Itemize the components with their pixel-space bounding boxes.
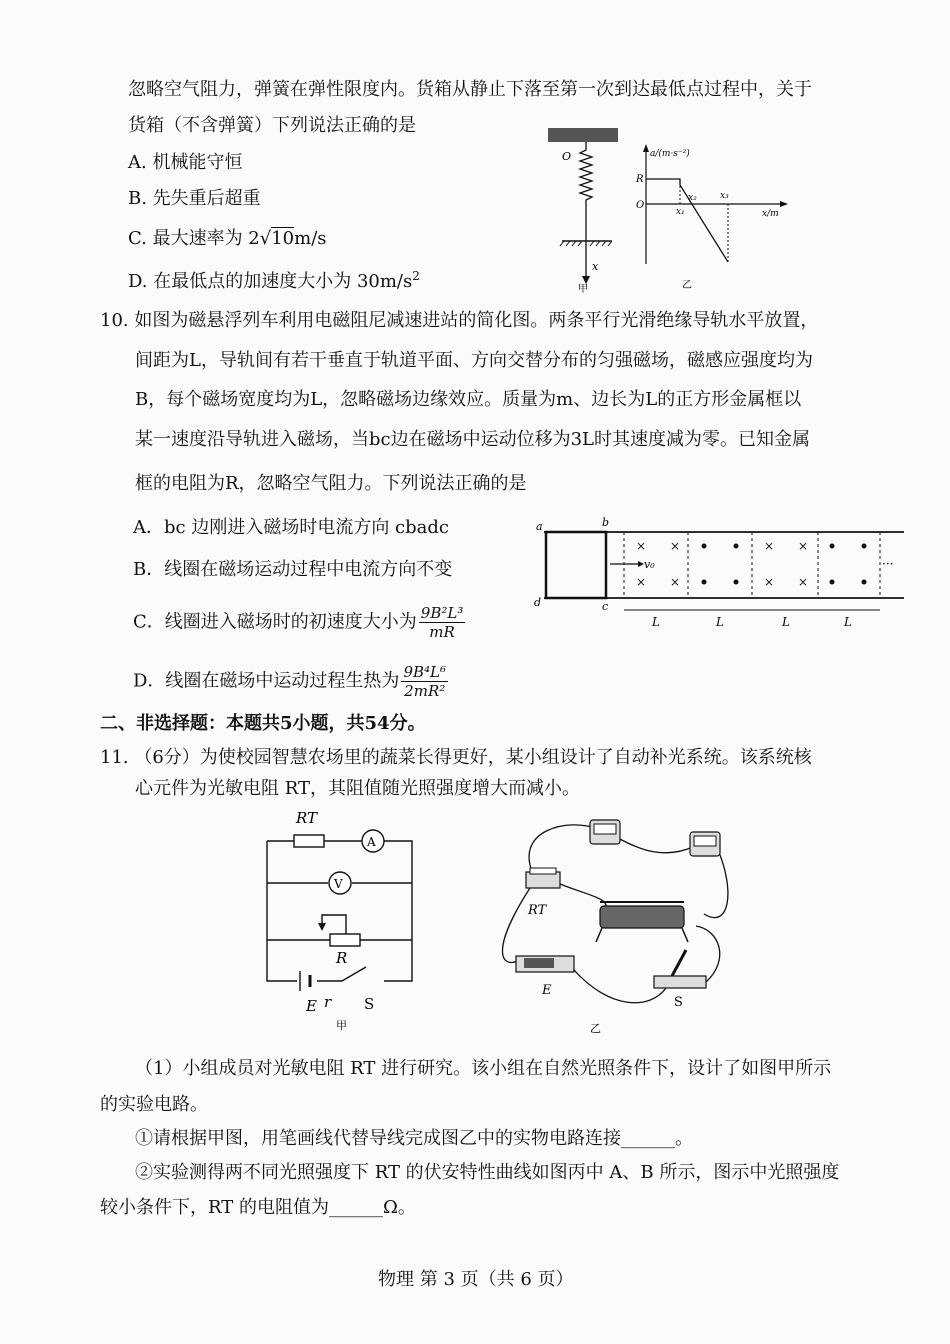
q9-option-a: A. 机械能守恒 bbox=[128, 152, 243, 173]
x-arrow bbox=[582, 276, 590, 284]
fig-caption-jia: 甲 bbox=[336, 1019, 347, 1032]
voltmeter-device bbox=[690, 832, 720, 856]
q9-figure-graph bbox=[632, 142, 792, 292]
svg-text:×: × bbox=[798, 539, 809, 553]
width-L-3: L bbox=[782, 615, 790, 629]
q9-option-c-radicand: 10 bbox=[271, 228, 295, 249]
label-R: R bbox=[636, 174, 644, 185]
q10-option-d-text: D．线圈在磁场中运动过程生热为 bbox=[133, 670, 400, 692]
q10-option-c-numerator: 9B²L³ bbox=[420, 604, 464, 622]
q9-figure-spring bbox=[548, 128, 628, 293]
label-e: E bbox=[542, 983, 552, 998]
label-s: S bbox=[364, 995, 375, 1013]
y-label: a/(m·s⁻²) bbox=[650, 149, 690, 159]
q11-line1: 11. （6分）为使校园智慧农场里的蔬菜长得更好，某小组设计了自动补光系统。该系统核 bbox=[100, 747, 812, 768]
label-d: d bbox=[534, 596, 542, 609]
q10-option-b: B．线圈在磁场运动过程中电流方向不变 bbox=[133, 559, 453, 580]
label-a: a bbox=[536, 520, 543, 533]
q9-option-b: B. 先失重后超重 bbox=[128, 188, 261, 209]
label-s: S bbox=[674, 995, 683, 1010]
svg-text:×: × bbox=[764, 575, 775, 589]
q9-option-d bbox=[128, 264, 420, 294]
section-heading: 二、非选择题：本题共5小题，共54分。 bbox=[100, 713, 426, 734]
svg-text:×: × bbox=[670, 539, 681, 553]
q11-circuit-diagram bbox=[262, 803, 427, 1035]
q10-option-d-numerator: 9B⁴L⁶ bbox=[403, 663, 446, 681]
svg-text:×: × bbox=[636, 575, 647, 589]
q9-option-d-sup: 2 bbox=[412, 269, 420, 283]
q11-part1-line2: 的实验电路。 bbox=[100, 1094, 208, 1115]
q10-line4: 某一速度沿导轨进入磁场，当bc边在磁场中运动位移为3L时其速度减为零。已知金属 bbox=[135, 429, 811, 450]
label-b: b bbox=[602, 516, 610, 529]
width-L-1: L bbox=[652, 615, 660, 629]
q11-physical-circuit bbox=[490, 810, 730, 1038]
switch-device bbox=[654, 950, 706, 988]
label-x1: x₁ bbox=[676, 207, 685, 217]
label-rt: RT bbox=[296, 809, 318, 827]
label-r-rheostat: R bbox=[336, 949, 348, 967]
q10-line1: 10. 如图为磁悬浮列车利用电磁阻尼减速进站的简化图。两条平行光滑绝缘导轨水平放置， bbox=[100, 310, 819, 331]
label-c: c bbox=[602, 600, 609, 613]
svg-text:×: × bbox=[764, 539, 775, 553]
fig-caption-yi: 乙 bbox=[590, 1022, 601, 1035]
q9-option-d-text: D. 在最低点的加速度大小为 30m/s bbox=[128, 271, 413, 292]
q10-figure-maglev bbox=[530, 514, 910, 632]
label-v0: v₀ bbox=[644, 558, 655, 571]
q10-option-c-denominator: mR bbox=[429, 623, 455, 641]
label-e: E bbox=[306, 997, 317, 1015]
spring bbox=[580, 142, 592, 278]
label-x2: x₂ bbox=[688, 193, 697, 203]
fig-caption-jia: 甲 bbox=[578, 284, 588, 293]
rheostat-device bbox=[596, 902, 688, 942]
q10-option-c bbox=[133, 604, 465, 641]
q11-part1-q2-line1: ②实验测得两不同光照强度下 RT 的伏安特性曲线如图丙中 A、B 所示，图示中光照强度 bbox=[135, 1162, 840, 1183]
label-rt: RT bbox=[528, 903, 547, 918]
metal-frame bbox=[546, 532, 606, 598]
q11-part1-q1: ①请根据甲图，用笔画线代替导线完成图乙中的实物电路连接______。 bbox=[135, 1128, 693, 1149]
q10-option-c-text: C．线圈进入磁场时的初速度大小为 bbox=[133, 611, 417, 633]
q9-intro-line2: 货箱（不含弹簧）下列说法正确的是 bbox=[128, 115, 416, 136]
fig-caption-yi: 乙 bbox=[682, 280, 692, 291]
x-label: x/m bbox=[762, 209, 779, 219]
ceiling-block bbox=[548, 128, 618, 142]
rheostat bbox=[330, 934, 360, 946]
label-O: O bbox=[562, 150, 572, 163]
ammeter-device bbox=[590, 820, 620, 844]
q9-option-c: C. 最大速率为 2√10m/s bbox=[128, 228, 327, 249]
q9-option-c-unit: m/s bbox=[294, 228, 327, 249]
label-r-internal: r bbox=[324, 993, 332, 1011]
q9-intro-line1: 忽略空气阻力，弹簧在弹性限度内。货箱从静止下落至第一次到达最低点过程中，关于 bbox=[128, 79, 812, 100]
q10-option-d bbox=[133, 663, 448, 700]
rt-device bbox=[526, 868, 560, 888]
q10-line3: B，每个磁场宽度均为L，忽略磁场边缘效应。质量为m、边长为L的正方形金属框以 bbox=[135, 389, 802, 410]
switch bbox=[342, 967, 366, 981]
label-ammeter: A bbox=[367, 835, 376, 849]
page-footer: 物理 第 3 页（共 6 页） bbox=[378, 1269, 574, 1290]
q10-line2: 间距为L，导轨间有若干垂直于轨道平面、方向交替分布的匀强磁场，磁感应强度均为 bbox=[135, 350, 813, 371]
q9-option-c-prefix: C. 最大速率为 2 bbox=[128, 228, 260, 249]
svg-text:×: × bbox=[798, 575, 809, 589]
width-L-2: L bbox=[716, 615, 724, 629]
battery-device bbox=[516, 956, 574, 972]
rt-resistor bbox=[294, 835, 324, 847]
width-L-4: L bbox=[844, 615, 852, 629]
q10-option-d-denominator: 2mR² bbox=[404, 682, 446, 700]
continuation-dots: ··· bbox=[882, 557, 894, 571]
q10-line5: 框的电阻为R，忽略空气阻力。下列说法正确的是 bbox=[135, 473, 527, 494]
a-curve bbox=[646, 179, 728, 262]
label-voltmeter: V bbox=[334, 877, 343, 891]
q11-line2: 心元件为光敏电阻 RT，其阻值随光照强度增大而减小。 bbox=[135, 778, 580, 799]
q11-part1-q2-line2: 较小条件下，RT 的电阻值为______Ω。 bbox=[100, 1197, 416, 1218]
svg-text:×: × bbox=[670, 575, 681, 589]
svg-text:×: × bbox=[636, 539, 647, 553]
label-x: x bbox=[592, 260, 599, 273]
label-O: O bbox=[636, 200, 645, 211]
q10-option-a: A．bc 边刚进入磁场时电流方向 cbadc bbox=[133, 517, 449, 538]
label-x3: x₃ bbox=[720, 191, 729, 201]
q11-part1-line1: （1）小组成员对光敏电阻 RT 进行研究。该小组在自然光照条件下，设计了如图甲所示 bbox=[135, 1058, 832, 1079]
